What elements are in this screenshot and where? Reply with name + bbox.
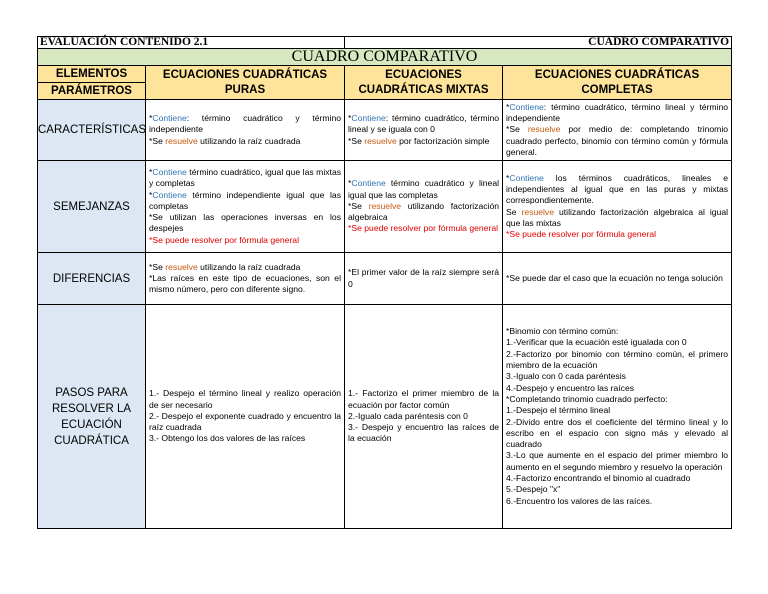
keyword-contiene: Contiene	[152, 113, 187, 124]
keyword-contiene: Contiene	[152, 166, 187, 177]
cell-pasos-completas	[503, 305, 732, 529]
list-item: 1.-Verificar que la ecuación esté igualada con 0	[506, 337, 687, 348]
list-item: 1.-Despejo el término lineal	[506, 405, 611, 416]
row-caracteristicas	[38, 100, 732, 161]
header-mixtas: ECUACIONES CUADRÁTICAS MIXTAS	[345, 66, 503, 100]
list-item: 3.- Obtengo los dos valores de las raíces	[149, 433, 306, 444]
row-label-pasos: PASOS PARA RESOLVER LA ECUACIÓN CUADRÁTICA	[38, 305, 146, 529]
header-parametros: PARÁMETROS	[38, 83, 146, 100]
list-item: 5.-Despejo "x"	[506, 484, 561, 495]
row-diferencias	[38, 253, 732, 305]
list-item: 4.-Despejo y encuentro las raíces	[506, 382, 635, 393]
list-item: 2.-Igualo cada paréntesis con 0	[348, 410, 468, 421]
cell-caracteristicas-puras: *Contiene: término cuadrático y término independiente *Se resuelve utilizando la raíz cuadrada	[146, 100, 345, 161]
list-item: 3.- Despejo y encuentro las raíces de la ecuación	[348, 422, 500, 444]
top-bar	[38, 37, 732, 49]
keyword-resuelve: resuelve	[368, 200, 402, 211]
keyword-resuelve: resuelve	[527, 124, 561, 135]
row-semejanzas	[38, 161, 732, 253]
cell-pasos-puras	[146, 305, 345, 529]
header-elementos: ELEMENTOS	[38, 66, 146, 83]
list-item: 4.-Factorizo encontrando el binomio al cuadrado	[506, 472, 691, 483]
keyword-contiene: Contiene	[509, 172, 544, 183]
cell-semejanzas-puras: *Contiene término cuadrático, igual que las mixtas y completas *Contiene término independiente igual que las completas *Se utilizan las operaciones inversas en los despejes *Se puede resolver por fórmula general	[146, 161, 345, 253]
cell-semejanzas-mixtas: *Contiene término cuadrático y lineal igual que las completas *Se resuelve utilizando factorización algebraica *Se puede resolver por fórmula general	[345, 161, 503, 253]
list-item: 1.- Despejo el término lineal y realizo operación de ser necesario	[149, 388, 342, 410]
row-label-caracteristicas: CARACTERÍSTICAS	[38, 100, 146, 161]
top-right-label: CUADRO COMPARATIVO	[345, 37, 732, 49]
list-item: 2.- Despejo el exponente cuadrado y encuentro la raíz cuadrada	[149, 410, 342, 433]
title-row	[38, 49, 732, 66]
list-item: 3.-Lo que aumente en el espacio del primer miembro lo aumento en el segundo miembro y resuelvo la operación	[506, 450, 729, 472]
row-pasos	[38, 305, 732, 529]
keyword-resuelve: resuelve	[364, 135, 397, 146]
keyword-contiene: Contiene	[351, 113, 386, 124]
keyword-resuelve: resuelve	[521, 206, 555, 217]
evaluation-label: EVALUACIÓN CONTENIDO 2.1	[38, 37, 345, 49]
cell-diferencias-puras: *Se resuelve utilizando la raíz cuadrada *Las raíces en este tipo de ecuaciones, son el mismo número, pero con diferente signo.	[146, 253, 345, 305]
list-item: 2.-Factorizo por binomio con término común, el primero miembro de la ecuación	[506, 348, 729, 371]
comparison-table	[37, 36, 732, 529]
cell-diferencias-completas: *Se puede dar el caso que la ecuación no tenga solución	[503, 253, 732, 305]
list-item: 1.- Factorizo el primer miembro de la ecuación por factor común	[348, 388, 500, 410]
header-puras: ECUACIONES CUADRÁTICAS PURAS	[146, 66, 345, 100]
row-label-diferencias: DIFERENCIAS	[38, 253, 146, 305]
row-label-semejanzas: SEMEJANZAS	[38, 161, 146, 253]
keyword-contiene: Contiene	[351, 178, 386, 189]
keyword-resuelve: resuelve	[165, 261, 198, 272]
list-item: 6.-Encuentro los valores de las raíces.	[506, 495, 653, 506]
list-item: *Completando trinomio cuadrado perfecto:	[506, 393, 668, 404]
keyword-resuelve: resuelve	[165, 135, 198, 146]
keyword-contiene: Contiene	[152, 189, 187, 200]
header-completas: ECUACIONES CUADRÁTICAS COMPLETAS	[503, 66, 732, 100]
header-row-1	[38, 66, 732, 83]
cell-caracteristicas-mixtas: *Contiene: término cuadrático, término lineal y se iguala con 0 *Se resuelve por factorización simple	[345, 100, 503, 161]
page-title: CUADRO COMPARATIVO	[38, 49, 732, 66]
cell-caracteristicas-completas: *Contiene: término cuadrático, término lineal y término independiente *Se resuelve por medio de: completando trinomio cuadrado perfecto, binomio con término común y fórmula general.	[503, 100, 732, 161]
cell-diferencias-mixtas: *El primer valor de la raíz siempre será 0	[345, 253, 503, 305]
cell-semejanzas-completas: *Contiene los términos cuadráticos, lineales e independientes al igual que en las puras y mixtas correspondientemente. Se resuelve utilizando factorización algebraica al igual que las mixtas *Se puede resolver por fórmula general	[503, 161, 732, 253]
cell-pasos-mixtas	[345, 305, 503, 529]
list-item: 2.-Divido entre dos el coeficiente del término lineal y lo escribo en el espacio con signo más y elevado al cuadrado	[506, 416, 729, 450]
list-item: 3.-Igualo con 0 cada paréntesis	[506, 371, 626, 382]
keyword-contiene: Contiene	[509, 101, 544, 112]
list-item: *Binomio con término común:	[506, 326, 619, 337]
